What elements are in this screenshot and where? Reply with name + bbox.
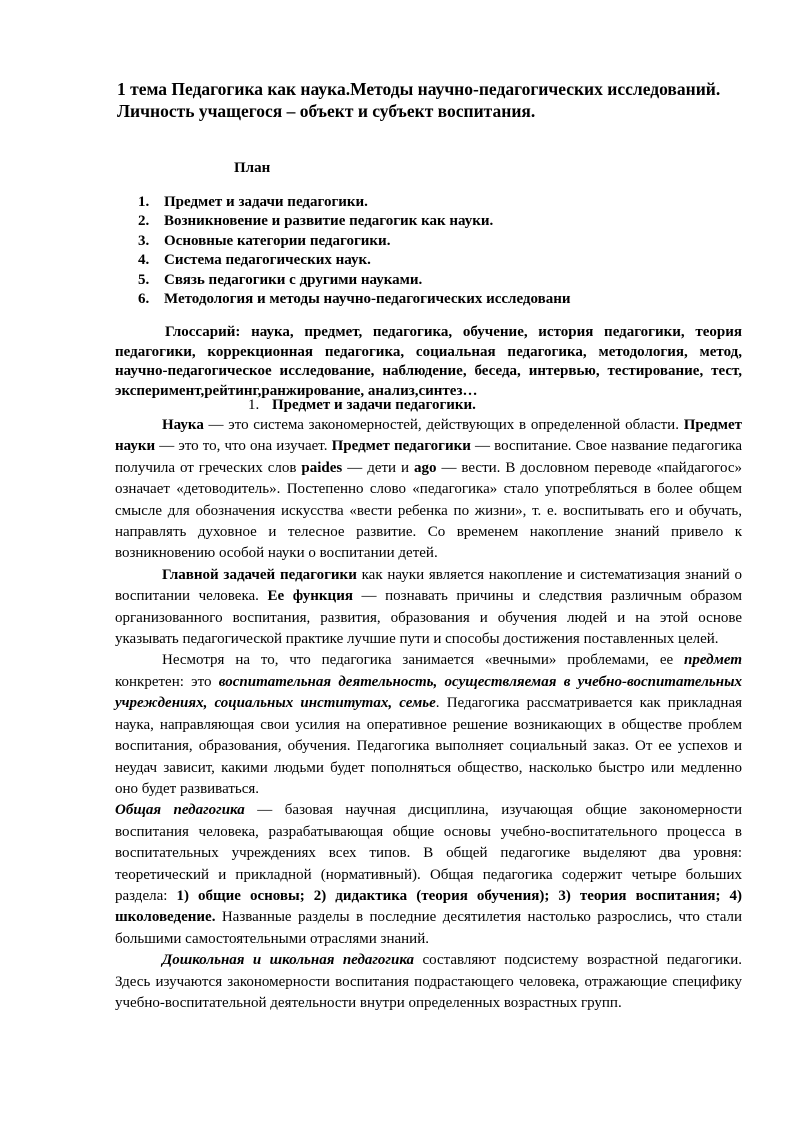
title-line-2: Личность учащегося – объект и субъект воспитания. [117, 101, 536, 121]
section-title: Предмет и задачи педагогики. [272, 397, 476, 413]
title-line-1: 1 тема Педагогика как наука.Методы научно-педагогических исследований. [117, 79, 721, 99]
document-title [117, 78, 757, 122]
body-text [115, 415, 742, 1014]
plan-item: 3. Основные категории педагогики. [138, 232, 391, 249]
paragraph-science: Наука — это система закономерностей, действующих в определенной области. Предмет науки — это то, что она изучает. Предмет педагогики — воспитание. Свое название педагогика получила от греческих слов paides — дети и ago — вести. В дословном переводе «пайдагогос» означает «детоводитель». Постепенно слово «педагогика» стало употребляться в более общем смысле для обозначения искусства «вести ребенка по жизни», т. е. воспитывать его и обучать, направлять духовное и телесное развитие. Со временем накопление знаний привело к возникновению особой науки о воспитании детей. [115, 417, 742, 562]
plan-item: 2. Возникновение и развитие педагогик как науки. [138, 213, 494, 230]
glossary: Глоссарий: наука, предмет, педагогика, обучение, история педагогики, теория педагогики, коррекционная педагогика, социальная педагогика, методология, метод, научно-педагогическое исследование, наблюдение, беседа, интервью, тестирование, тест, эксперимент,рейтинг,ранжирование, анализ,синтез… [115, 324, 742, 399]
plan-item: 5. Связь педагогики с другими науками. [138, 271, 423, 288]
plan-list [138, 193, 571, 309]
plan-item: 1. Предмет и задачи педагогики. [138, 194, 368, 210]
paragraph-general-pedagogy: Общая педагогика — базовая научная дисциплина, изучающая общие закономерности воспитания человека, разрабатывающая общие основы учебно-воспитательного процесса в воспитательных учреждениях всех типов. В общей педагогике выделяют два уровня: теоретический и прикладной (нормативный). Общая педагогика содержит четыре больших раздела: 1) общие основы; 2) дидактика (теория обучения); 3) теория воспитания; 4) школоведение. Названные разделы в последние десятилетия настолько разрослись, что стали большими самостоятельными отраслями знаний. [115, 802, 742, 947]
section-number: 1. [248, 397, 260, 413]
plan-heading: План [234, 160, 271, 176]
paragraph-preschool-pedagogy: Дошкольная и школьная педагогика составляют подсистему возрастной педагогики. Здесь изучаются закономерности воспитания подрастающего человека, отражающие специфику учебно-воспитательной деятельности внутри определенных возрастных групп. [115, 952, 742, 1011]
paragraph-main-task: Главной задачей педагогики как науки является накопление и систематизация знаний о воспитании человека. Ее функция — познавать причины и следствия различным образом организованного воспитания, развития, образования и обучения людей и на этой основе указывать педагогической практике лучшие пути и способы достижения поставленных целей. [115, 566, 743, 648]
plan-item: 6. Методология и методы научно-педагогических исследовани [138, 291, 571, 308]
plan-item: 4. Система педагогических наук. [138, 252, 371, 269]
section-heading [248, 397, 476, 414]
paragraph-subject: Несмотря на то, что педагогика занимается «вечными» проблемами, ее предмет конкретен: это воспитательная деятельность, осуществляемая в учебно-воспитательных учреждениях, социальных институтах, семье. Педагогика рассматривается как прикладная наука, направляющая свои усилия на оперативное решение возникающих в обществе проблем воспитания, образования, обучения. Педагогика выполняет социальный заказ. От ее успехов и неудач зависит, какими людьми будет пополняться общество, насколько быстро или медленно оно будет развиваться. [115, 652, 743, 797]
